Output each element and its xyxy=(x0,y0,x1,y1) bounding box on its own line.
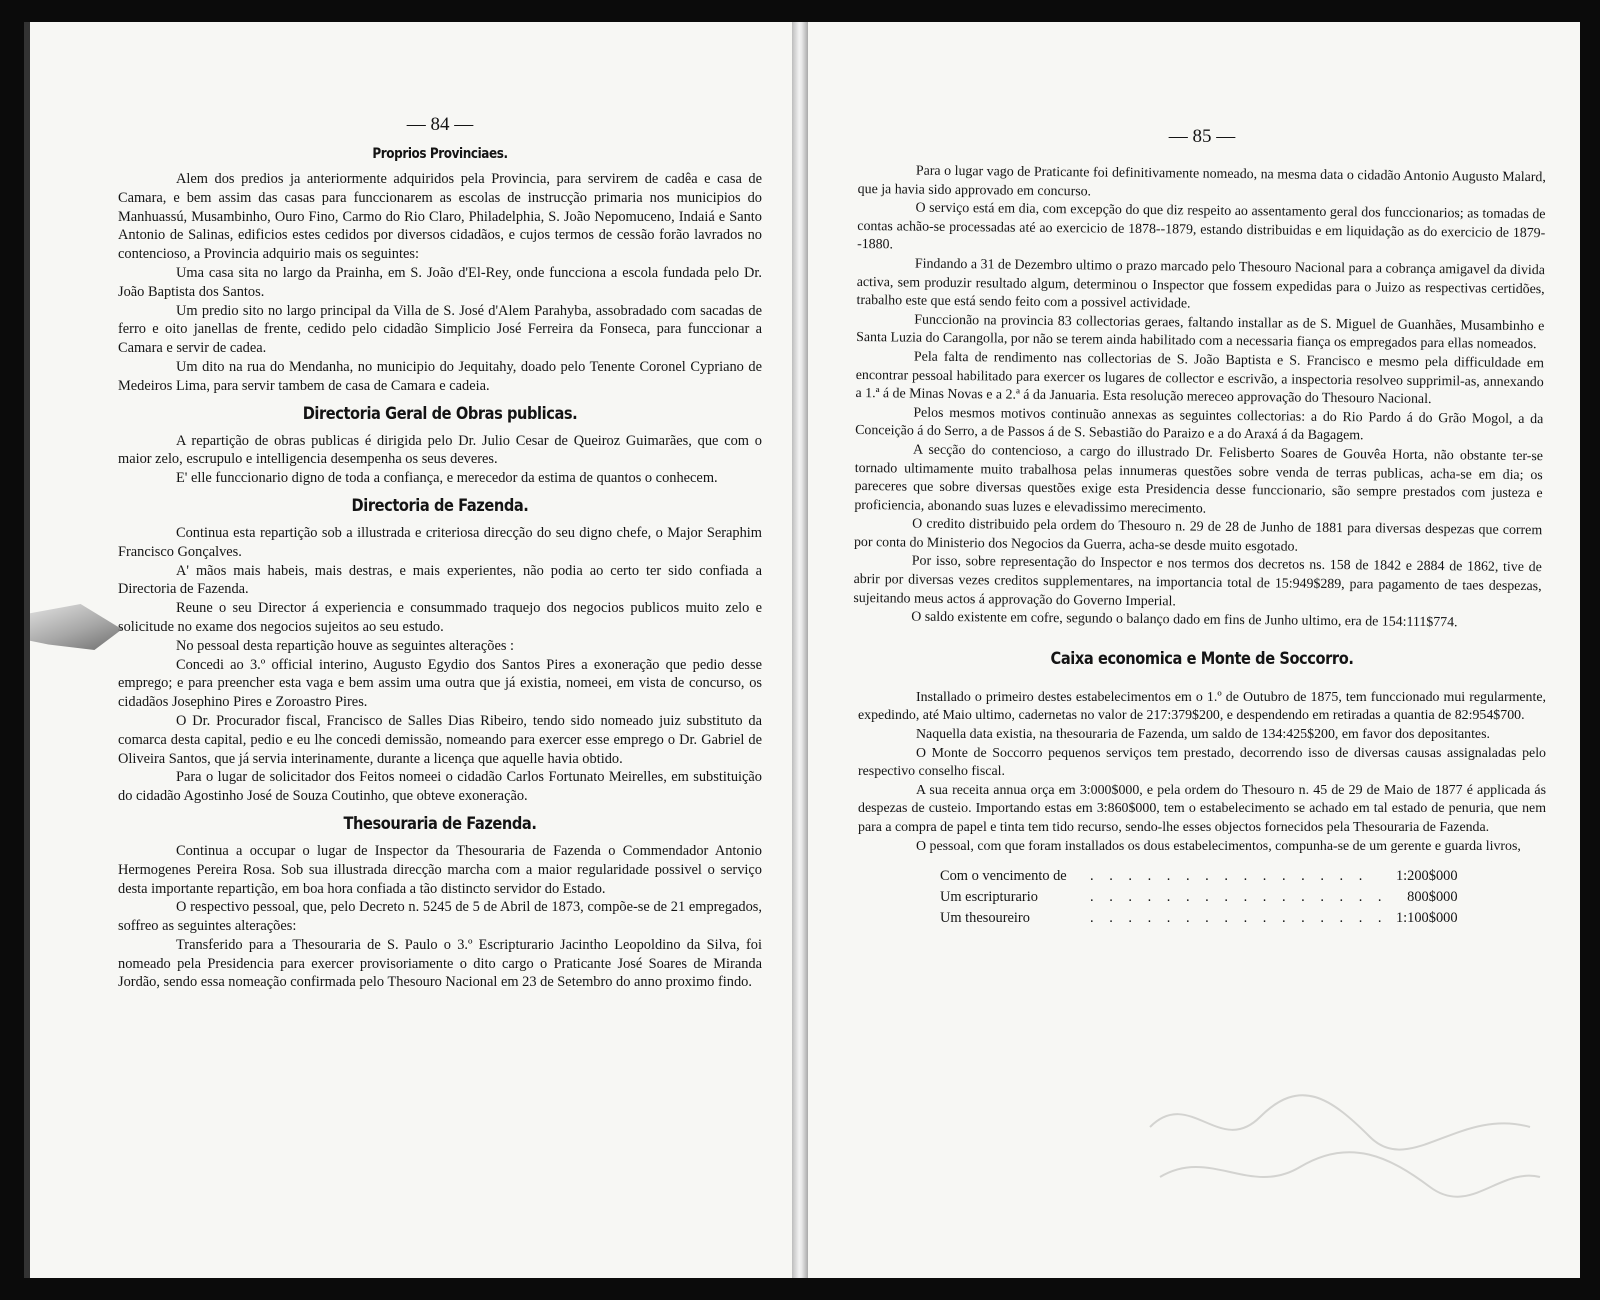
table-row xyxy=(940,866,1458,887)
paragraph: O serviço está em dia, com excepção do que diz respeito ao assentamento geral dos funccionarios; as tomadas de contas achão-se processadas até ao exercicio de 1878--1879, estando distribuidas e em liquidação as do exercicio de 1879--1880. xyxy=(857,200,1546,253)
paragraph: O Dr. Procurador fiscal, Francisco de Salles Dias Ribeiro, tendo sido nomeado juiz substituto da comarca desta capital, pedio e eu lhe concedi demissão, nomeando para exercer esse emprego o Dr. Gabriel de Oliveira Santos, que já servia interinamente, durante a licença que aquelle havia obtido. xyxy=(118,712,762,767)
left-page xyxy=(24,22,792,1278)
salary-label: Um escripturario xyxy=(940,889,1038,906)
paragraph: No pessoal desta repartição houve as seguintes alterações : xyxy=(176,637,515,654)
salary-label: Com o vencimento de xyxy=(940,868,1067,885)
heading-thesouraria-fazenda: Thesouraria de Fazenda. xyxy=(343,813,537,834)
table-row xyxy=(940,908,1458,929)
paragraph: Installado o primeiro destes estabelecimentos em o 1.º de Outubro de 1875, tem funccionado mui regularmente, expedindo, até Maio ultimo, cadernetas no valor de 217:379$200, e despendendo em retiradas a quantia de 82:954$700. xyxy=(858,689,1546,724)
heading-caixa-economica: Caixa economica e Monte de Soccorro. xyxy=(1050,648,1354,669)
faded-signature xyxy=(1130,1067,1550,1218)
salary-amount: 800$000 xyxy=(1407,889,1458,906)
paragraph: Continua esta repartição sob a illustrada e criteriosa direcção do seu digno chefe, o Major Seraphim Francisco Gonçalves. xyxy=(118,524,762,560)
paragraph: Findando a 31 de Dezembro ultimo o prazo marcado pelo Thesouro Nacional para a cobrança amigavel da divida activa, sem produzir resultado algum, determinou o Inspector que fossem expedidas para o Juizo as respectivas certidões, trabalho este que está sendo feito com a possivel actividade. xyxy=(856,256,1545,312)
torn-paper-fragment xyxy=(30,604,122,650)
paragraph: Pela falta de rendimento nas collectorias de S. João Baptista e S. Francisco e mesmo pela difficuldade em encontrar pessoal habilitado para exercer os lugares de collector e escrivão, a inspectoria resolveo supprimil-as, annexando a 1.ª á de Minas Novas e a 2.ª á da Januaria. Esta resolução mereceo approvação do Thesouro Nacional. xyxy=(855,349,1545,408)
leader-dots: . . . . . . . . . . . . . . . xyxy=(1090,868,1369,885)
section-thesouraria-cont xyxy=(853,162,1546,634)
salary-table xyxy=(940,866,1458,929)
section-proprios xyxy=(118,170,762,396)
paragraph: Para o lugar vago de Praticante foi definitivamente nomeado, na mesma data o cidadão Antonio Augusto Malard, que ja havia sido approvado em concurso. xyxy=(857,163,1546,200)
paragraph: O Monte de Soccorro pequenos serviços tem prestado, decorrendo isso de diversas causas assignaladas pelo respectivo conselho fiscal. xyxy=(858,745,1546,780)
paragraph: Naquella data existia, na thesouraria de Fazenda, um saldo de 134:425$200, em favor dos depositantes. xyxy=(916,727,1490,743)
paragraph: A' mãos mais habeis, mais destras, e mais experientes, não podia ao certo ter sido confiada a Directoria de Fazenda. xyxy=(118,562,762,598)
paragraph: Para o lugar de solicitador dos Feitos nomeei o cidadão Carlos Fortunato Meirelles, em substituição do cidadão Agostinho José de Souza Coutinho, que obteve exoneração. xyxy=(118,769,762,805)
section-caixa-economica xyxy=(858,689,1546,856)
paragraph: Funccionão na provincia 83 collectorias geraes, faltando installar as de S. Miguel de Guanhães, Musambinho e Santa Luzia do Carangolla, por não se terem ainda habilitado com a necessaria fiança os empregados para ellas nomeados. xyxy=(856,312,1545,353)
paragraph: Um predio sito no largo principal da Villa de S. José d'Alem Parahyba, assobradado com sacadas de ferro e oito janellas de frente, cedido pelo cidadão Simplicio José Ferreira da Fonseca, para funccionar a Camara e servir de cadea. xyxy=(118,302,762,357)
table-row xyxy=(940,887,1458,908)
section-obras xyxy=(118,432,762,488)
salary-label: Um thesoureiro xyxy=(940,910,1030,927)
section-directoria-fazenda xyxy=(118,524,762,806)
paragraph: A secção do contencioso, a cargo do illustrado Dr. Felisberto Soares de Gouvêa Horta, não obstante ter-se tornado ultimamente muito trabalhosa pelas innumeras questões sobre venda de terras publicas, acha-se em dia; os pareceres que sobre diversas questões exige esta Presidencia desse funccionario, são sempre prestados com justeza e proficiencia, abonando suas luzes e elevadissimo merecimento. xyxy=(854,442,1544,517)
leader-dots: . . . . . . . . . . . . . . . . xyxy=(1090,889,1388,906)
page-number-84: — 84 — xyxy=(406,114,474,135)
paragraph: O pessoal, com que foram installados os dous estabelecimentos, compunha-se de um gerente e guarda livros, xyxy=(916,838,1521,854)
paragraph: Continua a occupar o lugar de Inspector da Thesouraria de Fazenda o Commendador Antonio Hermogenes Pereira Rosa. Sob sua illustrada direcção marcha com a maior regularidade possivel o serviço desta importante repartição, em boa hora confiada a tão distincto servidor do Estado. xyxy=(118,842,762,897)
paragraph: Concedi ao 3.º official interino, Augusto Egydio dos Santos Pires a exoneração que pedio desse emprego; e para preencher esta vaga e bem assim uma outra que já existia, nomeei, em vista de concurso, os cidadãos Josephino Pires e Zoroastro Pires. xyxy=(118,656,762,711)
paragraph: E' elle funccionario digno de toda a confiança, e merecedor da estima de quantos o conhecem. xyxy=(176,470,718,487)
heading-directoria-fazenda: Directoria de Fazenda. xyxy=(351,495,529,516)
salary-amount: 1:200$000 xyxy=(1395,868,1458,885)
book-gutter xyxy=(792,22,808,1278)
paragraph: A sua receita annua orça em 3:000$000, e pela ordem do Thesouro n. 45 de 29 de Maio de 1877 é applicada ás despezas de custeio. Importando estas em 3:860$000, tem o estabelecimento se achado em tal estado de penuria, que nem para a compra de papel e tinta tem tido recurso, sendo-lhe esses objectos fornecidos pela Thesouraria de Fazenda. xyxy=(858,782,1546,835)
paragraph: Pelos mesmos motivos continuão annexas as seguintes collectorias: a do Rio Pardo á do Grão Mogol, a da Conceição á do Serro, a de Passos á de S. Sebastião do Paraizo e a do Araxá á da Bagagem. xyxy=(855,405,1544,444)
paragraph: Uma casa sita no largo da Prainha, em S. João d'El-Rey, onde funcciona a escola fundada pelo Dr. João Baptista dos Santos. xyxy=(118,264,762,300)
salary-amount: 1:100$000 xyxy=(1395,910,1458,927)
paragraph: Um dito na rua do Mendanha, no municipio do Jequitahy, doado pelo Tenente Coronel Cypriano de Medeiros Lima, para servir tambem de casa de Camara e cadeia. xyxy=(118,358,762,394)
paragraph: O saldo existente em cofre, segundo o balanço dado em fins de Junho ultimo, era de 154:111$774. xyxy=(911,609,1458,631)
right-page xyxy=(808,22,1580,1278)
page-number-85: — 85 — xyxy=(1168,126,1236,147)
section-thesouraria xyxy=(118,842,762,992)
heading-proprios-provinciaes: Proprios Provinciaes. xyxy=(372,146,508,162)
heading-obras-publicas: Directoria Geral de Obras publicas. xyxy=(302,403,578,424)
paragraph: Reune o seu Director á experiencia e consummado traquejo dos negocios publicos muito zelo e solicitude no exame dos negocios sujeitos ao seu estudo. xyxy=(118,600,762,635)
paragraph: Alem dos predios ja anteriormente adquiridos pela Provincia, para servirem de cadêa e casa de Camara, e bem assim das casas para funccionarem as escolas de instrucção primaria nos municipios do Manhuassú, Musambinho, Ouro Fino, Carmo do Rio Claro, Philadelphia, S. João Nepomuceno, Indaiá e Santo Antonio de Salinas, edificios estes cedidos por diversos cidadãos, e cujos termos de cessão forão lavrados no contencioso, a Provincia adquirio mais os seguintes: xyxy=(118,171,762,263)
paragraph: Transferido para a Thesouraria de S. Paulo o 3.º Escripturario Jacintho Leopoldino da Silva, foi nomeado pela Presidencia para exercer provisoriamente o dito cargo o Praticante José Soares de Miranda Jordão, sendo essa nomeação confirmada pelo Thesouro Nacional em 23 de Setembro do anno proximo findo. xyxy=(118,936,762,991)
paragraph: Por isso, sobre representação do Inspector e nos termos dos decretos ns. 158 de 1842 e 2884 de 1862, tive de abrir por diversas vezes creditos supplementares, na importancia total de 15:949$289, para pagamento de taes despezas, sujeitando meus actos á approvação do Governo Imperial. xyxy=(853,554,1542,610)
paragraph: O credito distribuido pela ordem do Thesouro n. 29 de 28 de Junho de 1881 para diversas despezas que correm por conta do Ministerio dos Negocios da Guerra, acha-se desde muito esgotado. xyxy=(853,516,1543,555)
paragraph: O respectivo pessoal, que, pelo Decreto n. 5245 de 5 de Abril de 1873, compõe-se de 21 empregados, soffreo as seguintes alterações: xyxy=(118,899,762,935)
paragraph: A repartição de obras publicas é dirigida pelo Dr. Julio Cesar de Queiroz Guimarães, que com o maior zelo, escrupulo e intelligencia desempenha os seus deveres. xyxy=(118,432,762,468)
leader-dots: . . . . . . . . . . . . . . . . xyxy=(1090,910,1388,927)
